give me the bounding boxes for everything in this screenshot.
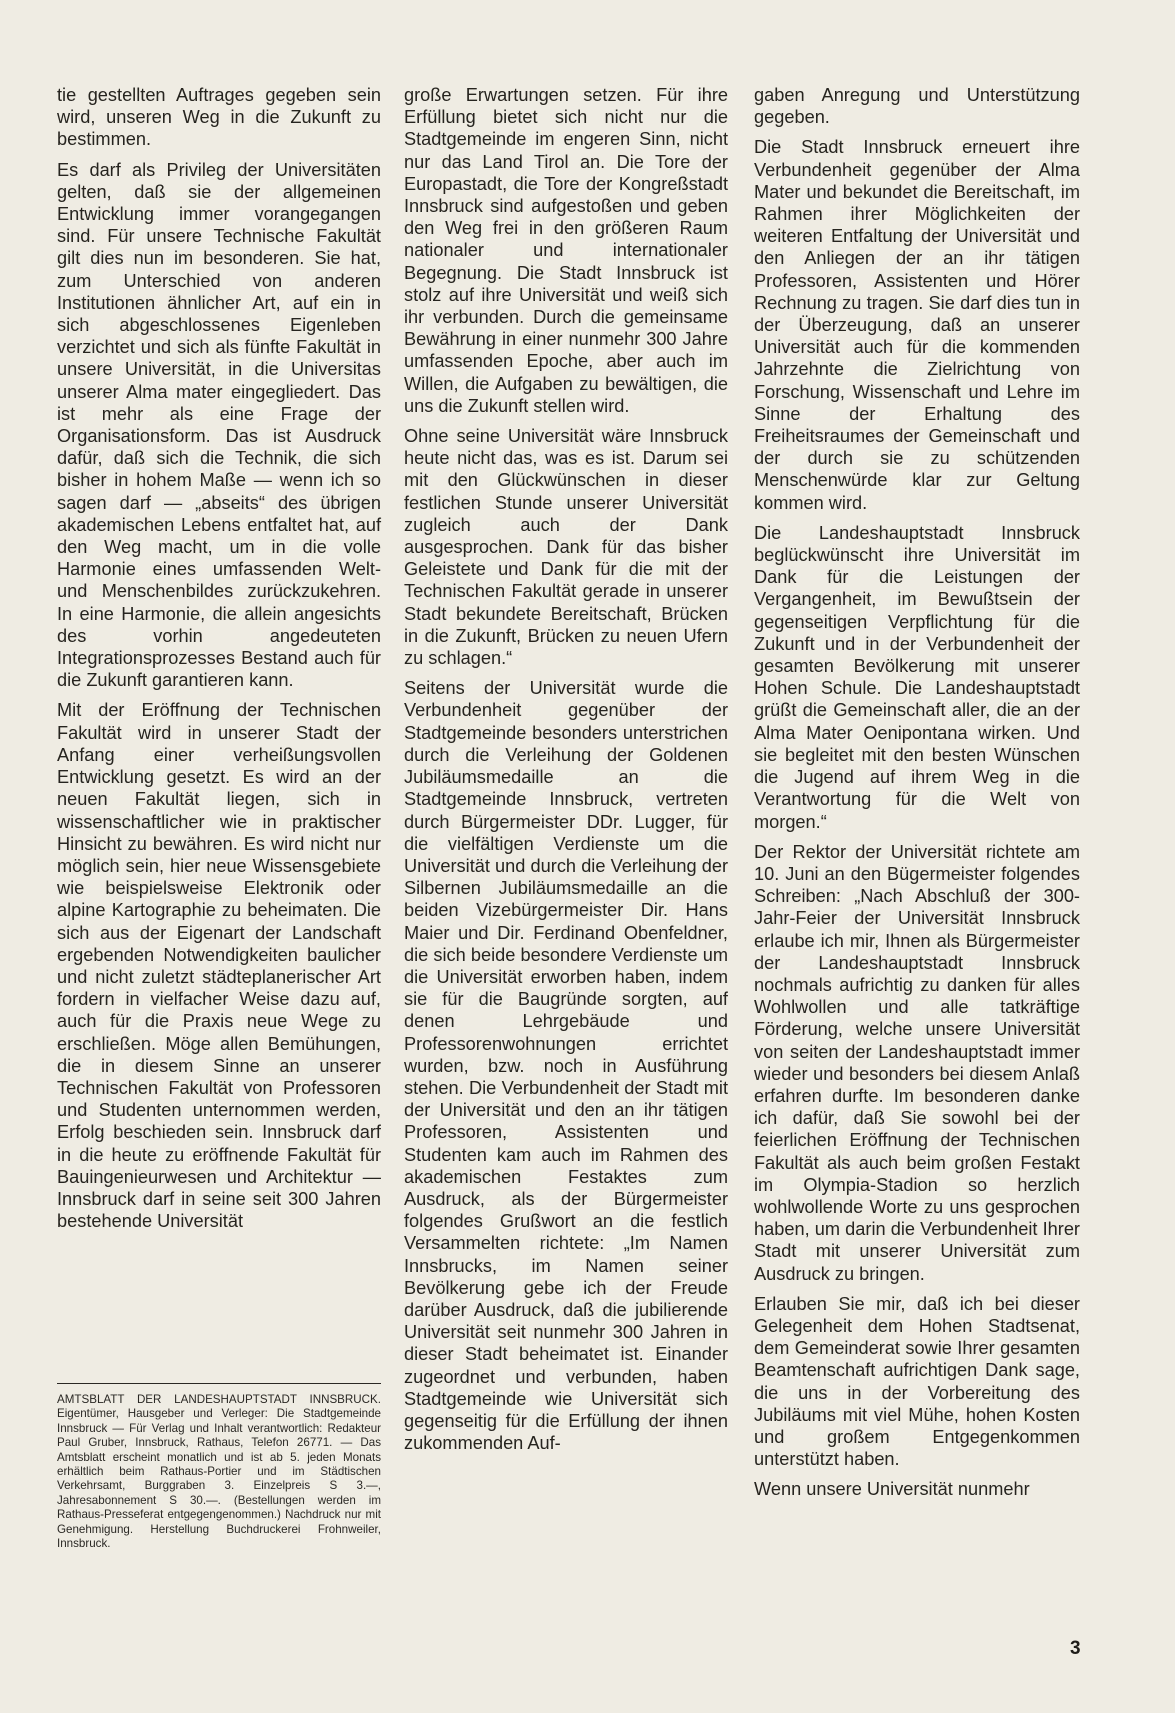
paragraph: große Erwartungen setzen. Für ihre Erfüllung bietet sich nicht nur die Stadtgemeinde im engeren Sinn, nicht nur das Land Tirol an. Die Tore der Europastadt, die Tore der Kongreßstadt Innsbruck sind aufgestoßen und geben den Weg frei in den größeren Raum nationaler und internationaler Begegnung. Die Stadt Innsbruck ist stolz auf ihre Universität und weiß sich ihr verbunden. Durch die gemeinsame Bewährung in einer nunmehr 300 Jahre umfassenden Epoche, aber auch im Willen, die Aufgaben zu bewältigen, die uns die Zukunft stellen wird. — [404, 85, 728, 416]
paragraph: Mit der Eröffnung der Technischen Fakultät wird in unserer Stadt der Anfang einer verheißungsvollen Entwicklung gesetzt. Es wird an der neuen Fakultät liegen, sich in wissenschaftlicher wie in praktischer Hinsicht zu bewähren. Es wird nicht nur möglich sein, hier neue Wissensgebiete wie beispielsweise Elektronik oder alpine Kartographie zu beheimaten. Die sich aus der Eigenart der Landschaft ergebenden Notwendigkeiten baulicher und nicht zuletzt städteplanerischer Art fordern in vielfacher Weise dazu auf, auch für die Praxis neue Wege zu erschließen. Möge allen Bemühungen, die in diesem Sinne an unserer Technischen Fakultät von Professoren und Studenten unternommen werden, Erfolg beschieden sein. Innsbruck darf in die heute zu eröffnende Fakultät für Bauingenieurwesen und Architektur — Innsbruck darf in seine seit 300 Jahren bestehende Universität — [57, 700, 381, 1232]
paragraph: gaben Anregung und Unterstützung gegeben. — [754, 85, 1080, 128]
paragraph: Die Stadt Innsbruck erneuert ihre Verbundenheit gegenüber der Alma Mater und bekundet die Bereitschaft, im Rahmen ihrer Möglichkeiten der weiteren Entfaltung der Universität und den Anliegen der an ihr tätigen Professoren, Assistenten und Hörer Rechnung zu tragen. Sie darf dies tun in der Überzeugung, daß an unserer Universität auch für die kommenden Jahrzehnte die Zielrichtung von Forschung, Wissenschaft und Lehre im Sinne der Erhaltung des Freiheitsraumes der Gemeinschaft und der durch sie zu schützenden Menschenwürde klar zur Geltung kommen wird. — [754, 137, 1080, 513]
paragraph: Der Rektor der Universität richtete am 10. Juni an den Bügermeister folgendes Schreiben: „Nach Abschluß der 300-Jahr-Feier der Universität Innsbruck erlaube ich mir, Ihnen als Bürgermeister der Landeshauptstadt Innsbruck nochmals aufrichtig zu danken für alles Wohlwollen und alle tatkräftige Förderung, welche unsere Universität von seiten der Landeshauptstadt immer wieder und besonders bei diesem Anlaß erfahren durfte. Im besonderen danke ich dafür, daß Sie sowohl bei der feierlichen Eröffnung der Technischen Fakultät als auch beim großen Festakt im Olympia-Stadion so herzlich wohlwollende Worte zu uns gesprochen haben, um darin die Verbundenheit Ihrer Stadt mit unserer Universität zum Ausdruck zu bringen. — [754, 841, 1080, 1284]
paragraph: Die Landeshauptstadt Innsbruck beglückwünscht ihre Universität im Dank für die Leistungen der Vergangenheit, im Bewußtsein der gegenseitigen Verpflichtung für die Zukunft und in der Verbundenheit der gesamten Bevölkerung mit unserer Hohen Schule. Die Landeshauptstadt grüßt die Gemeinschaft aller, die an der Alma Mater Oenipontana wirken. Und sie begleitet mit den besten Wünschen die Jugend auf ihrem Weg in die Verantwortung für die Welt von morgen.“ — [754, 522, 1080, 832]
text-column-middle — [404, 84, 728, 1462]
imprint-divider — [57, 1383, 381, 1384]
page-number: 3 — [1070, 1638, 1081, 1659]
imprint-text: AMTSBLATT DER LANDESHAUPTSTADT INNSBRUCK. Eigentümer, Hausgeber und Verleger: Die Stadtgemeinde Innsbruck — Für Verlag und Inhalt verantwortlich: Redakteur Paul Gruber, Innsbruck, Rathaus, Telefon 26771. — Das Amtsblatt erscheint monatlich und ist ab 5. jeden Monats erhältlich beim Rathaus-Portier und im Städtischen Verkehrsamt, Burggraben 3. Einzelpreis S 3.—, Jahresabonnement S 30.—. (Bestellungen werden im Rathaus-Presseferat entgegengenommen.) Nachdruck nur mit Genehmigung. Herstellung Buchdruckerei Frohnweiler, Innsbruck. — [57, 1393, 381, 1551]
paragraph: Wenn unsere Universität nunmehr — [754, 1479, 1030, 1500]
text-column-right — [754, 84, 1080, 1509]
paragraph: Erlauben Sie mir, daß ich bei dieser Gelegenheit dem Hohen Stadtsenat, dem Gemeinderat sowie Ihrer gesamten Beamtenschaft aufrichtigen Dank sage, die uns in der Vorbereitung des Jubiläums mit viel Mühe, hohen Kosten und großem Entgegenkommen unterstützt haben. — [754, 1293, 1080, 1470]
paragraph: tie gestellten Auftrages gegeben sein wird, unseren Weg in die Zukunft zu bestimmen. — [57, 85, 381, 150]
paragraph: Seitens der Universität wurde die Verbundenheit gegenüber der Stadtgemeinde besonders unterstrichen durch die Verleihung der Goldenen Jubiläumsmedaille an die Stadtgemeinde Innsbruck, vertreten durch Bürgermeister DDr. Lugger, für die vielfältigen Verdienste um die Universität und durch die Verleihung der Silbernen Jubiläumsmedaille an die beiden Vizebürgermeister Dir. Hans Maier und Dir. Ferdinand Obenfeldner, die sich beide besondere Verdienste um die Universität erworben haben, indem sie für die Baugründe sorgten, auf denen Lehrgebäude und Professorenwohnungen errichtet wurden, bzw. noch in Ausführung stehen. Die Verbundenheit der Stadt mit der Universität und den an ihr tätigen Professoren, Assistenten und Studenten kam auch im Rahmen des akademischen Festaktes zum Ausdruck, als der Bürgermeister folgendes Grußwort an die festlich Versammelten richtete: „Im Namen Innsbrucks, im Namen seiner Bevölkerung gebe ich der Freude darüber Ausdruck, daß die jubilierende Universität seit nunmehr 300 Jahren in dieser Stadt beheimatet ist. Einander zugeordnet und verbunden, haben Stadtgemeinde wie Universität sich gegenseitig für die Erfüllung der ihnen zukommenden Auf- — [404, 678, 728, 1454]
paragraph: Ohne seine Universität wäre Innsbruck heute nicht das, was es ist. Darum sei mit den Glückwünschen in dieser festlichen Stunde unserer Universität zugleich auch der Dank ausgesprochen. Dank für das bisher Geleistete und Dank für die mit der Technischen Fakultät gerade in unserer Stadt bekundete Bereitschaft, Brücken in die Zukunft, Brücken zu neuen Ufern zu schlagen.“ — [404, 426, 728, 669]
text-column-left — [57, 84, 381, 1240]
paragraph: Es darf als Privileg der Universitäten gelten, daß sie der allgemeinen Entwicklung immer vorangegangen sind. Für unsere Technische Fakultät gilt dies nun im besonderen. Sie hat, zum Unterschied von anderen Institutionen ähnlicher Art, auf ein in sich abgeschlossenes Eigenleben verzichtet und sich als fünfte Fakultät in unsere Universität, in die Universitas unserer Alma mater eingegliedert. Das ist mehr als eine Frage der Organisationsform. Das ist Ausdruck dafür, daß sich die Technik, die sich bisher in hohem Maße — wenn ich so sagen darf — „abseits“ des übrigen akademischen Lebens entfaltet hat, auf den Weg macht, um in die volle Harmonie eines umfassenden Welt- und Menschenbildes zurückzukehren. In eine Harmonie, die allein angesichts des vorhin angedeuteten Integrationsprozesses Bestand auch für die Zukunft garantieren kann. — [57, 159, 381, 691]
